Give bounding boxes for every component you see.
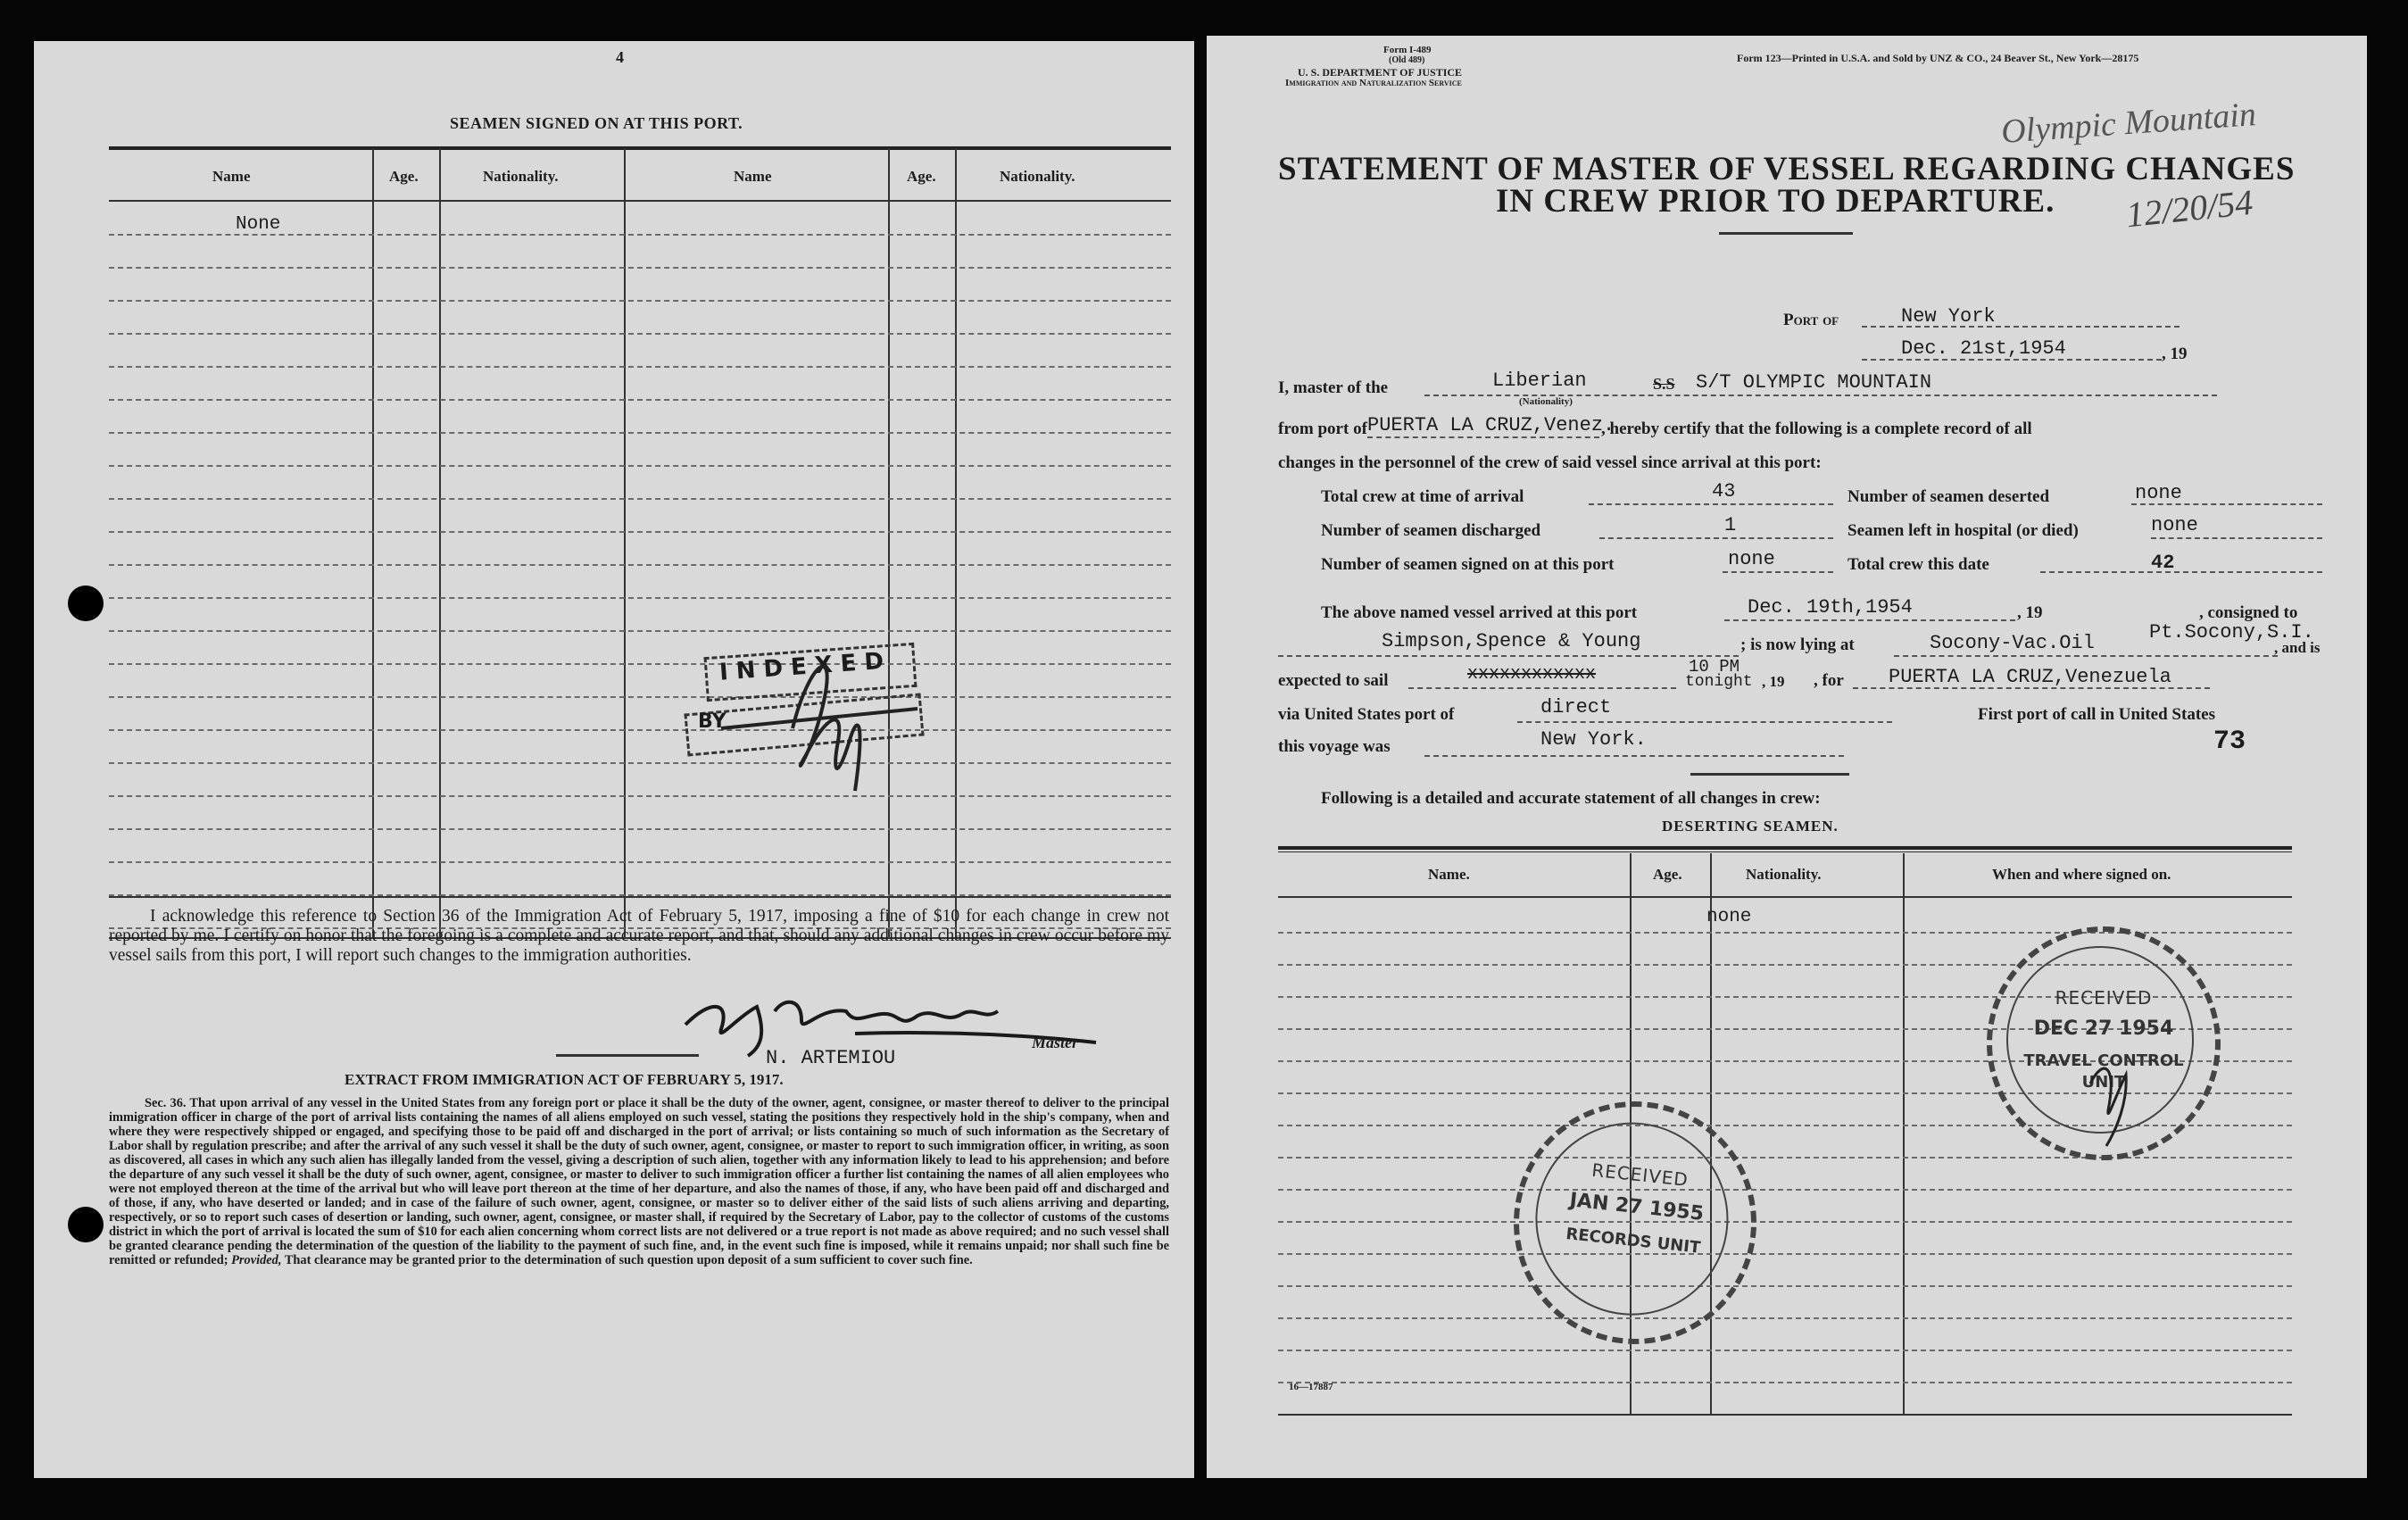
section-provided: Provided, <box>231 1253 282 1267</box>
date-value: Dec. 21st,1954 <box>1901 337 2066 360</box>
total-date-value: 42 <box>2151 552 2175 574</box>
table-row-line <box>1278 1157 2292 1159</box>
column-header-nationality-1: Nationality. <box>483 168 559 185</box>
desert-col-nationality: Nationality. <box>1746 866 1822 883</box>
handwritten-date-note: 12/20/54 <box>2124 181 2255 236</box>
for-label: , for <box>1814 671 1844 690</box>
punch-hole <box>68 1207 104 1242</box>
table-row-line <box>109 696 1171 698</box>
deserting-heading: DESERTING SEAMEN. <box>1662 818 1839 835</box>
stamp2-received: RECEIVED <box>1590 1159 1690 1191</box>
indexed-stamp <box>659 603 944 809</box>
section-36-text <box>109 1096 1169 1267</box>
table-row-line <box>109 795 1171 797</box>
via-value: direct <box>1540 696 1612 718</box>
table-row-line <box>109 300 1171 302</box>
total-crew-label: Total crew at time of arrival <box>1321 487 1524 506</box>
nationality-caption: (Nationality) <box>1519 396 1573 407</box>
voyage-value: New York. <box>1540 728 1647 751</box>
section-body: That upon arrival of any vessel in the United States from any foreign port or place it shall be the duty of the owner, agent, consignee, or master thereof to deliver to the principal immigration officer in charge of the port of arrival lists containing the names of all aliens employed on such vessel, stating the positions they respectively hold in the ship's company, when and where they were respectively shipped or engaged, and specifying those to be paid off and discharged in the port of arrival; or lists containing so much of such information as the Secretary of Labor shall by regulation prescribe; and after the arrival of any such vessel it shall be the duty of such owner, agent, consignee, or master to report to such immigration officer, in writing, as soon as discovered, all cases in which any such alien has illegally landed from the vessel, giving a description of such alien, together with any information likely to lead to his apprehension; and before the departure of any such vessel it shall be the duty of such owner, agent, consignee, or master to deliver to such immigration officer a further list containing the names of all alien employees who were not employed thereon at the time of the arrival but who will leave port thereon at the time of her departure, and also the names of those, if any, who have been paid off and discharged and of those, if any, who have deserted or landed; and in case of the failure of such owner, agent, consignee, or master so to deliver either of the said lists of such aliens arriving and departing, respectively, or so to report such cases of desertion or landing, such owner, agent, consignee, or master shall, if required by the Secretary of Labor, pay to the collector of customs of the customs district in which the port of arrival is located the sum of $10 for each alien concerning whom correct lists are not delivered or a true report is not made as above required; and no such vessel shall be granted clearance pending the determination of the question of the liability to the payment of such fine, and, in the event such fine is imposed, while it remains unpaid; nor shall such fine be remitted or refunded; <box>109 1096 1169 1267</box>
stamp1-unit: TRAVEL CONTROL <box>2023 1051 2184 1070</box>
arrived-label: The above named vessel arrived at this port <box>1321 603 1638 622</box>
printer-line: Form 123—Printed in U.S.A. and Sold by UNZ & CO., 24 Beaver St., New York—28175 <box>1737 52 2139 64</box>
table-row-line <box>1278 1221 2292 1223</box>
table-row-line <box>1278 1350 2292 1351</box>
desert-col-name: Name. <box>1428 866 1470 883</box>
note-73: 73 <box>2213 727 2246 757</box>
punch-hole <box>68 586 104 621</box>
table-row-line <box>109 498 1171 500</box>
expected-tonight: tonight <box>1685 673 1753 691</box>
form-title-line1: STATEMENT OF MASTER OF VESSEL REGARDING CHANGES <box>1278 151 2296 187</box>
table-row-line <box>109 663 1171 665</box>
certify-text: , hereby certify that the following is a complete record of all <box>1601 419 2032 438</box>
column-header-name-2: Name <box>734 168 772 185</box>
extract-title: EXTRACT FROM IMMIGRATION ACT OF FEBRUARY 5, 1917. <box>345 1071 784 1088</box>
stamp2-unit: RECORDS UNIT <box>1565 1225 1702 1258</box>
service-name: Immigration and Naturalization Service <box>1285 78 1462 88</box>
following-text: Following is a detailed and accurate statement of all changes in crew: <box>1321 789 1821 808</box>
table-row-line <box>109 399 1171 401</box>
deserting-table-top <box>1278 846 2292 850</box>
vessel-name: S/T OLYMPIC MOUNTAIN <box>1696 371 1932 394</box>
lying-at-value: Socony-Vac.Oil <box>1930 632 2095 654</box>
handwritten-vessel-note: Olympic Mountain <box>1999 96 2258 151</box>
lying-extra-value: Pt.Socony,S.I. <box>2149 621 2314 644</box>
stamp2-date: JAN 27 1955 <box>1568 1189 1706 1225</box>
signed-on-value: none <box>1728 548 1775 570</box>
table-row-line <box>109 531 1171 533</box>
voyage-label: this voyage was <box>1278 737 1391 756</box>
signature-left-rule <box>556 1054 699 1057</box>
title-underline <box>1719 232 1853 235</box>
left-entry-none: None <box>236 214 281 235</box>
stamp1-initials <box>1992 932 2215 1155</box>
column-header-age-2: Age. <box>907 168 936 185</box>
table-row-line <box>109 465 1171 467</box>
desert-col-when-where: When and where signed on. <box>1992 866 2171 883</box>
expected-struck-out: xxxxxxxxxxxx <box>1467 664 1597 685</box>
records-unit-stamp <box>1502 1090 1769 1357</box>
stamp1-received: RECEIVED <box>2055 987 2153 1009</box>
indexed-stamp-label: INDEXED <box>718 647 893 686</box>
form-number: Form I-489 <box>1383 45 1432 55</box>
desert-entry-none: none <box>1706 907 1752 927</box>
from-port-label: from port of <box>1278 419 1367 438</box>
table-row-line <box>1278 1285 2292 1287</box>
signed-on-label: Number of seamen signed on at this port <box>1321 555 1615 574</box>
desert-col-age: Age. <box>1653 866 1682 883</box>
table-row-line <box>109 333 1171 335</box>
master-name: N. ARTEMIOU <box>766 1047 896 1069</box>
table-row-line <box>1278 1382 2292 1383</box>
table-row-line <box>109 630 1171 632</box>
ss-struck-out: S.S <box>1653 375 1675 393</box>
table-row-line <box>109 597 1171 599</box>
table-row-line <box>109 729 1171 731</box>
right-page <box>1207 36 2367 1478</box>
expected-year-suffix: , 19 <box>1762 673 1785 690</box>
stamp1-date: DEC 27 1954 <box>2033 1017 2174 1040</box>
deserted-label: Number of seamen deserted <box>1848 487 2050 506</box>
page-number: 4 <box>616 48 624 66</box>
stamp1-unit2: UNIT <box>2081 1073 2126 1092</box>
column-header-name-1: Name <box>212 168 251 185</box>
master-label: Master <box>1032 1034 1079 1051</box>
hospital-value: none <box>2151 514 2198 536</box>
table-top-rule <box>109 146 1171 150</box>
from-port-value: PUERTA LA CRUZ,Venez. <box>1367 414 1615 436</box>
nationality-value: Liberian <box>1492 370 1587 392</box>
expected-time-value: 10 PM <box>1689 657 1740 677</box>
table-row-line <box>109 564 1171 566</box>
total-crew-value: 43 <box>1712 480 1736 503</box>
indexed-initials-scribble <box>659 603 944 809</box>
hospital-label: Seamen left in hospital (or died) <box>1848 521 2079 540</box>
and-is-label: , and is <box>2274 639 2321 656</box>
table-row-line <box>109 762 1171 764</box>
discharged-label: Number of seamen discharged <box>1321 521 1541 540</box>
consigned-label: , consigned to <box>2199 603 2298 622</box>
deserting-table-top-2 <box>1278 851 2292 852</box>
desert-col-divider <box>1903 853 1905 1414</box>
port-value: New York <box>1901 305 1996 328</box>
table-row-line <box>1278 1189 2292 1191</box>
header-rule <box>109 200 1171 202</box>
table-bottom-rule <box>109 896 1171 898</box>
table-row-line <box>109 432 1171 434</box>
department-name: U. S. DEPARTMENT OF JUSTICE <box>1298 66 1463 79</box>
total-date-label: Total crew this date <box>1848 555 1989 574</box>
section-end: That clearance may be granted prior to the determination of such question upon deposit of a sum sufficient to cover such fine. <box>284 1253 973 1267</box>
section-divider <box>1690 773 1849 776</box>
travel-control-stamp <box>1987 926 2221 1160</box>
table-row-line <box>109 366 1171 368</box>
port-label: Port of <box>1783 311 1839 329</box>
table-row-line <box>109 267 1171 269</box>
left-page <box>34 41 1194 1478</box>
discharged-value: 1 <box>1724 514 1737 536</box>
table-row-line <box>1278 1253 2292 1255</box>
section-label: Sec. 36. <box>145 1096 187 1110</box>
master-of-label: I, master of the <box>1278 378 1389 397</box>
date-year-suffix: , 19 <box>2162 345 2188 363</box>
deserted-value: none <box>2135 482 2182 504</box>
consignee-value: Simpson,Spence & Young <box>1382 630 1641 652</box>
changes-text: changes in the personnel of the crew of said vessel since arrival at this port: <box>1278 453 1822 472</box>
table-row-line <box>109 828 1171 830</box>
footer-code: 16—17887 <box>1289 1382 1333 1392</box>
indexed-stamp-by: BY <box>698 710 727 733</box>
form-old-number: (Old 489) <box>1389 55 1425 65</box>
seamen-signed-heading: SEAMEN SIGNED ON AT THIS PORT. <box>450 114 743 132</box>
table-row-line <box>1278 1317 2292 1319</box>
deserting-table-bottom <box>1278 1414 2292 1416</box>
column-header-age-1: Age. <box>389 168 419 185</box>
via-label: via United States port of <box>1278 705 1455 724</box>
lying-label: ; is now lying at <box>1740 635 1855 654</box>
column-header-nationality-2: Nationality. <box>1000 168 1075 185</box>
destination-value: PUERTA LA CRUZ,Venezuela <box>1889 666 2171 688</box>
form-title-line2: IN CREW PRIOR TO DEPARTURE. <box>1496 183 2055 220</box>
arrived-value: Dec. 19th,1954 <box>1748 596 1913 619</box>
acknowledgement-text: I acknowledge this reference to Section 36 of the Immigration Act of February 5, 1917, imposing a fine of $10 for each change in crew not reported by me. I certify on honor that the foregoing is a complete and accurate report, and that, should any additional changes in crew occur before my vessel sails from this port, I will report such changes to the immigration authorities. <box>109 907 1169 965</box>
expected-label: expected to sail <box>1278 671 1389 690</box>
first-port-label: First port of call in United States <box>1978 705 2215 724</box>
deserting-header-rule <box>1278 896 2292 898</box>
arrived-year-suffix: , 19 <box>2017 603 2043 622</box>
table-row-line <box>109 861 1171 863</box>
